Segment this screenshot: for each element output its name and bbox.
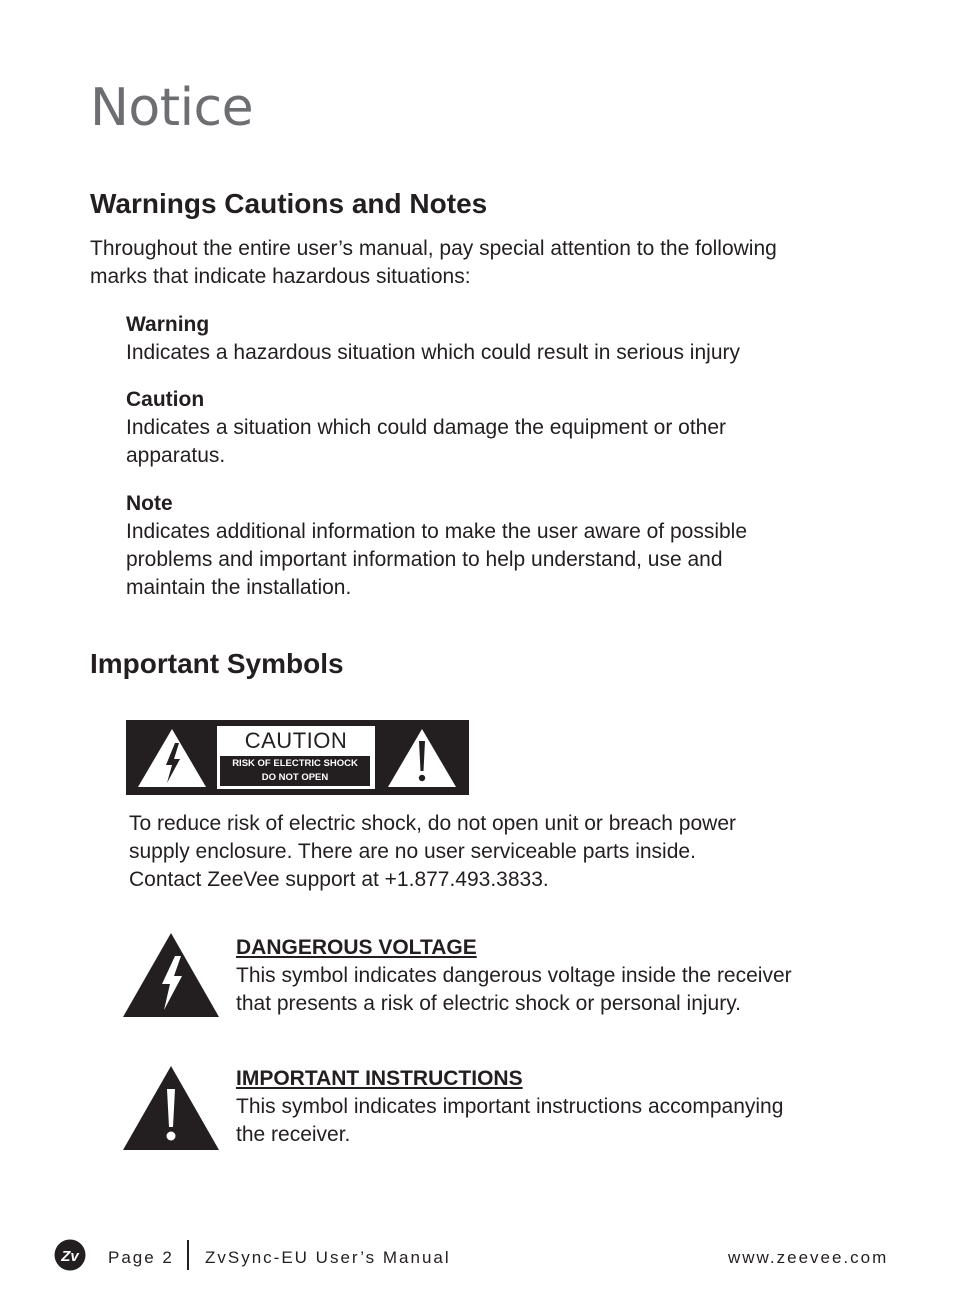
note-desc: Indicates additional information to make the user aware of possible — [126, 520, 748, 543]
warning-item — [126, 311, 740, 367]
footer-page-number: Page 2 — [108, 1248, 174, 1267]
footer-manual-title: ZvSync-EU User’s Manual — [205, 1248, 451, 1267]
exclamation-triangle-icon — [386, 727, 458, 789]
dangerous-voltage-entry — [236, 934, 792, 1018]
important-instructions-entry — [236, 1065, 783, 1149]
caution-label-graphic — [126, 720, 469, 795]
footer-website: www.zeevee.com — [728, 1248, 889, 1267]
intro-line: Throughout the entire user’s manual, pay special attention to the following — [90, 237, 777, 260]
warnings-heading: Warnings Cautions and Notes — [90, 188, 488, 219]
dangerous-voltage-desc: This symbol indicates dangerous voltage inside the receiver — [236, 964, 792, 987]
shock-line: supply enclosure. There are no user serviceable parts inside. — [129, 840, 696, 863]
page-title: Notice — [90, 78, 254, 138]
warning-term: Warning — [126, 313, 210, 336]
important-instructions-title: IMPORTANT INSTRUCTIONS — [236, 1067, 523, 1090]
warning-desc: Indicates a hazardous situation which could result in serious injury — [126, 341, 740, 364]
caution-item — [126, 386, 726, 470]
note-item — [126, 490, 747, 602]
caution-label-center — [217, 726, 375, 789]
symbols-heading: Important Symbols — [90, 648, 344, 679]
caution-subtext-line: RISK OF ELECTRIC SHOCK — [232, 758, 358, 769]
exclamation-triangle-icon — [122, 1065, 220, 1151]
note-desc: problems and important information to help understand, use and — [126, 548, 723, 571]
lightning-triangle-icon — [136, 727, 208, 789]
caution-subtext-line: DO NOT OPEN — [261, 772, 329, 783]
dangerous-voltage-desc: that presents a risk of electric shock or personal injury. — [236, 992, 741, 1015]
shock-warning-text — [129, 810, 736, 894]
important-instructions-desc: This symbol indicates important instructions accompanying — [236, 1095, 784, 1118]
lightning-triangle-icon — [122, 932, 220, 1018]
dangerous-voltage-title: DANGEROUS VOLTAGE — [236, 936, 477, 959]
caution-subtext — [220, 756, 370, 786]
shock-line: To reduce risk of electric shock, do not open unit or breach power — [129, 812, 736, 835]
footer-divider — [187, 1240, 189, 1270]
caution-desc: Indicates a situation which could damage the equipment or other — [126, 416, 727, 439]
warnings-intro — [90, 235, 777, 291]
shock-line: Contact ZeeVee support at +1.877.493.3833. — [129, 868, 549, 891]
caution-word: CAUTION — [244, 728, 348, 753]
important-instructions-desc: the receiver. — [236, 1123, 351, 1146]
logo-text: Zv — [61, 1248, 79, 1265]
intro-line: marks that indicate hazardous situations: — [90, 265, 471, 288]
note-term: Note — [126, 492, 173, 515]
zeevee-logo — [54, 1238, 92, 1272]
caution-term: Caution — [126, 388, 205, 411]
note-desc: maintain the installation. — [126, 576, 352, 599]
caution-desc: apparatus. — [126, 444, 226, 467]
